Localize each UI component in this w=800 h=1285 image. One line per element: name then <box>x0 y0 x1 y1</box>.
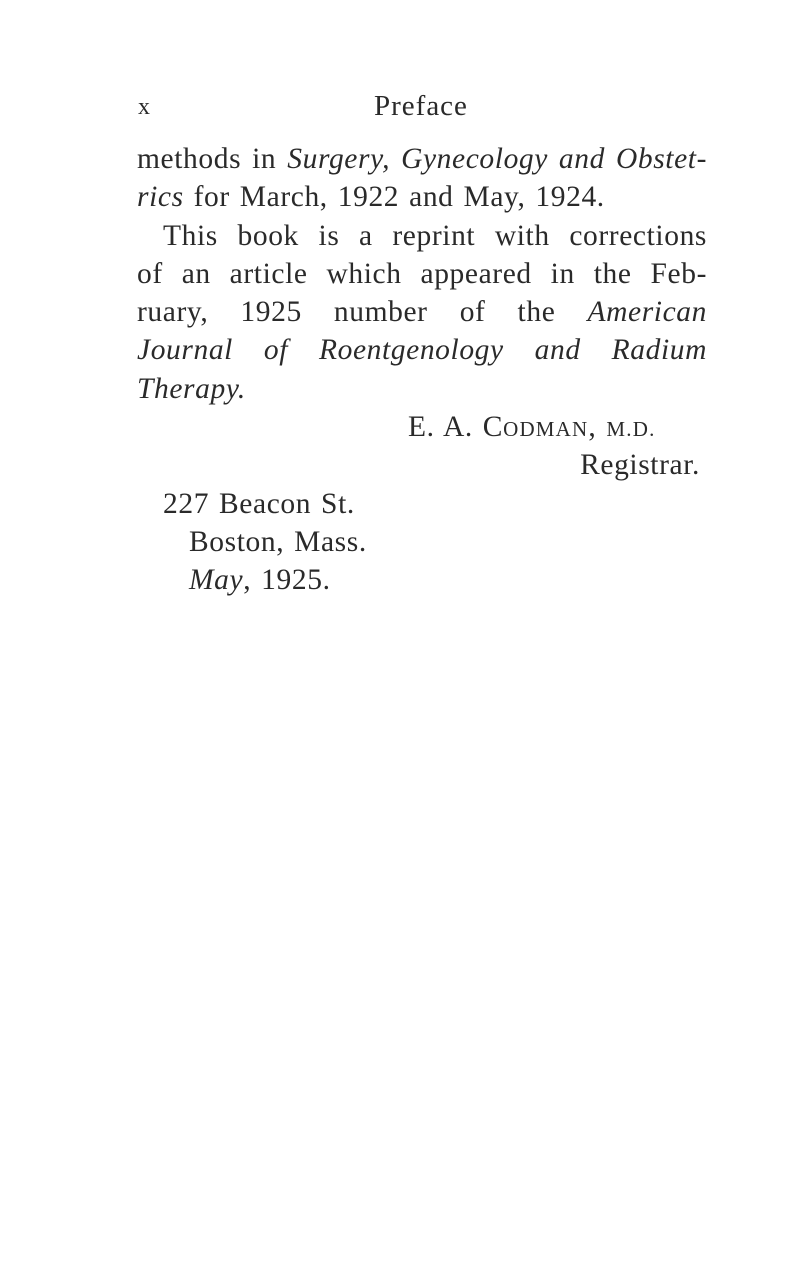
body-line-3: This book is a reprint with corrections <box>163 219 707 252</box>
signature-name <box>137 408 707 446</box>
signature-degree: M.D. <box>606 417 656 442</box>
journal-title-italic: Therapy. <box>137 372 246 405</box>
address-city: Boston, Mass. <box>189 525 367 558</box>
preface-body <box>137 140 707 600</box>
journal-title-italic: Surgery, Gynecology and Obstet- <box>287 143 707 175</box>
body-line-5 <box>137 293 707 331</box>
date-month-italic: May <box>189 564 244 597</box>
body-text-run: for March, 1922 and May, 1924. <box>183 181 605 214</box>
signature-surname-smallcaps: ODMAN <box>503 417 589 442</box>
body-line-7 <box>137 370 707 408</box>
date-year: , 1925. <box>243 564 331 597</box>
body-text-run: methods in <box>137 143 288 175</box>
journal-title-italic: American <box>587 296 707 329</box>
address-date <box>137 561 707 599</box>
page-number: x <box>138 94 150 120</box>
address-street: 227 Beacon St. <box>163 487 355 520</box>
running-head-title: Preface <box>374 90 468 122</box>
journal-title-italic: rics <box>137 181 184 214</box>
body-line-1 <box>137 140 707 178</box>
signature-role: Registrar. <box>580 449 700 482</box>
body-line-4: of an article which appeared in the Feb- <box>137 257 707 290</box>
body-text-run: ruary, 1925 number of the <box>137 296 588 329</box>
body-line-6 <box>137 331 707 369</box>
running-head <box>138 90 698 134</box>
signature-initials: E. A. C <box>408 411 504 444</box>
journal-title-italic: Journal of Roentgenology and Radium <box>137 334 707 367</box>
body-line-2 <box>137 178 707 216</box>
signature-comma: , <box>588 411 607 444</box>
